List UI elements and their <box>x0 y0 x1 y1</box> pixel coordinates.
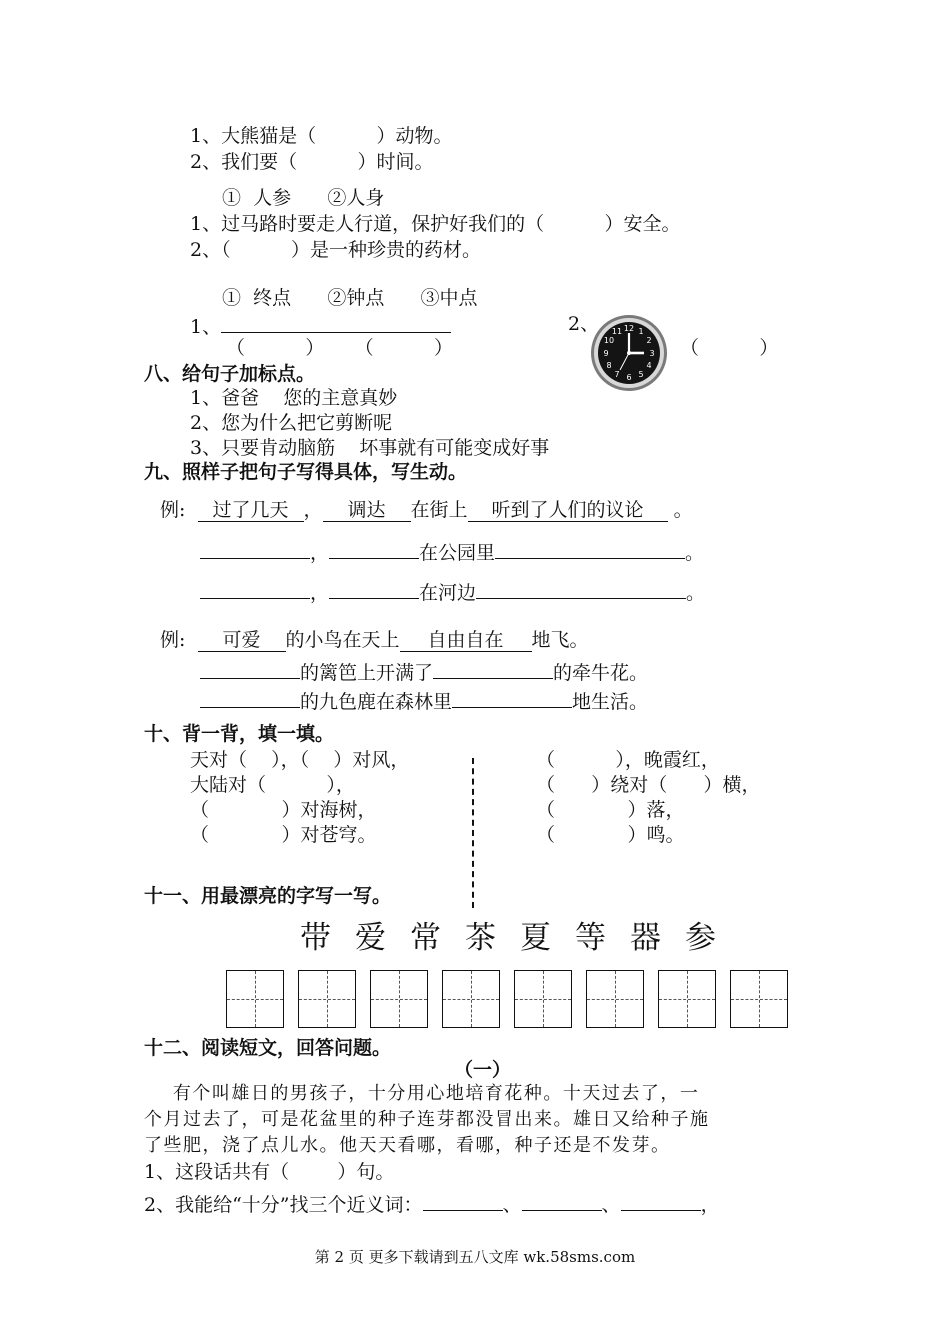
svg-text:2: 2 <box>646 336 652 345</box>
blank[interactable] <box>200 658 300 679</box>
comma: ， <box>310 542 330 564</box>
q7-g3-options: ① 终点 ②钟点 ③中点 <box>222 287 478 309</box>
q10-right-3: （ ）落， <box>536 799 685 821</box>
q8-line1: 1、爸爸 您的主意真妙 <box>190 387 398 409</box>
svg-text:5: 5 <box>638 370 644 379</box>
q10-right-1: （ ），晚霞红， <box>536 749 720 771</box>
q10-title: 十、背一背，填一填。 <box>144 723 335 745</box>
q7-g2-options: ① 人参 ②人身 <box>222 187 385 209</box>
q7-g1-line1: 1、大熊猫是（ ）动物。 <box>190 125 453 147</box>
blank[interactable] <box>200 578 310 599</box>
q10-left-4: （ ）对苍穹。 <box>190 824 377 846</box>
blank[interactable] <box>423 1190 503 1211</box>
period: 。 <box>673 499 693 521</box>
svg-text:3: 3 <box>649 349 655 358</box>
q9-row2 <box>200 578 705 605</box>
q7-g3-blank[interactable] <box>221 312 451 333</box>
q10-left-2: 大陆对（ ）， <box>190 774 355 796</box>
q7-g3-num2: 2、 <box>568 313 600 335</box>
ex2-mid: 的小鸟在天上 <box>285 629 400 651</box>
ex1-what: 听到了人们的议论 <box>468 499 668 522</box>
separator: 、 <box>502 1194 522 1216</box>
blank[interactable] <box>452 687 572 708</box>
ex1-who: 调达 <box>323 499 411 522</box>
writing-grid[interactable] <box>730 970 788 1028</box>
ex1-time: 过了几天 <box>198 499 304 522</box>
blank[interactable] <box>329 578 419 599</box>
q12-question1: 1、这段话共有（ ）句。 <box>144 1161 395 1183</box>
writing-grid[interactable] <box>514 970 572 1028</box>
q12-title: 十二、阅读短文，回答问题。 <box>144 1037 392 1059</box>
svg-text:7: 7 <box>614 370 620 379</box>
svg-text:10: 10 <box>603 336 615 345</box>
clock-icon <box>590 314 668 392</box>
q12-question2 <box>144 1190 720 1217</box>
page-footer: 第 2 页 更多下载请到五八文库 wk.58sms.com <box>314 1248 636 1266</box>
ex2-adv: 自由自在 <box>400 629 532 652</box>
q7-g3-paren2: （ ） <box>680 337 779 359</box>
period: 。 <box>685 542 705 564</box>
passage-line3: 了些肥，浇了点儿水。他天天看哪，看哪，种子还是不发芽。 <box>144 1135 671 1156</box>
ex2-adj: 可爱 <box>198 629 286 652</box>
q7-g2-line2: 2、（ ）是一种珍贵的药材。 <box>190 239 481 261</box>
example-label: 例: <box>160 499 186 521</box>
q9-title: 九、照样子把句子写得具体，写生动。 <box>144 461 468 483</box>
row4-end: 地生活。 <box>572 691 649 713</box>
svg-text:8: 8 <box>606 361 612 370</box>
q9-row1 <box>200 538 704 565</box>
blank[interactable] <box>329 538 419 559</box>
row3-mid: 的篱笆上开满了 <box>300 662 434 684</box>
blank[interactable] <box>621 1190 701 1211</box>
q10-left-1: 天对（ ），（ ）对风， <box>190 749 410 771</box>
row3-end: 的牵牛花。 <box>553 662 649 684</box>
passage-line2: 个月过去了，可是花盆里的种子连芽都没冒出来。雄日又给种子施 <box>144 1109 710 1130</box>
q7-g3-line1 <box>190 312 451 339</box>
column-divider <box>472 758 474 908</box>
comma: ， <box>310 582 330 604</box>
q10-right-4: （ ）鸣。 <box>536 824 685 846</box>
passage-line1: 有个叫雄日的男孩子，十分用心地培育花种。十天过去了，一 <box>144 1083 700 1104</box>
blank[interactable] <box>495 538 685 559</box>
blank[interactable] <box>476 578 686 599</box>
q7-g1-line2: 2、我们要（ ）时间。 <box>190 151 434 173</box>
row4-mid: 的九色鹿在森林里 <box>300 691 453 713</box>
q7-g3-num1: 1、 <box>190 316 222 338</box>
separator: 、 <box>601 1194 621 1216</box>
example-label: 例: <box>160 629 186 651</box>
q8-line3: 3、只要肯动脑筋 坏事就有可能变成好事 <box>190 437 550 459</box>
ex2-end: 地飞。 <box>531 629 589 651</box>
svg-text:6: 6 <box>626 373 632 382</box>
blank[interactable] <box>200 538 310 559</box>
q9-example1 <box>160 498 693 522</box>
svg-text:4: 4 <box>646 361 652 370</box>
q11-title: 十一、用最漂亮的字写一写。 <box>144 885 392 907</box>
q7-g2-line1: 1、过马路时要走人行道，保护好我们的（ ）安全。 <box>190 213 681 235</box>
writing-grid[interactable] <box>658 970 716 1028</box>
q9-row3 <box>200 658 648 685</box>
svg-text:1: 1 <box>638 327 644 336</box>
comma: ， <box>303 499 323 521</box>
blank[interactable] <box>522 1190 602 1211</box>
row2-where: 在河边 <box>419 582 477 604</box>
ex1-where: 在街上 <box>410 499 468 521</box>
q2-text: 2、我能给“十分”找三个近义词： <box>144 1194 423 1216</box>
q9-row4 <box>200 687 648 714</box>
blank[interactable] <box>433 658 553 679</box>
row1-where: 在公园里 <box>419 542 496 564</box>
writing-grid[interactable] <box>298 970 356 1028</box>
writing-grid[interactable] <box>442 970 500 1028</box>
svg-text:9: 9 <box>603 349 609 358</box>
blank[interactable] <box>200 687 300 708</box>
q10-left-3: （ ）对海树， <box>190 799 377 821</box>
q8-title: 八、给句子加标点。 <box>144 363 316 385</box>
q10-right-2: （ ）绕对（ ）横， <box>536 774 761 796</box>
end-mark: ， <box>700 1194 720 1216</box>
writing-grid[interactable] <box>370 970 428 1028</box>
q12-subtitle: （一） <box>454 1059 512 1081</box>
q11-characters: 带爱常茶夏等器参 <box>300 920 740 956</box>
q7-g3-parens1: （ ） （ ） <box>226 337 453 359</box>
period: 。 <box>686 582 706 604</box>
q9-example2 <box>160 628 589 652</box>
svg-text:12: 12 <box>623 324 635 333</box>
writing-grid[interactable] <box>586 970 644 1028</box>
svg-text:11: 11 <box>611 327 623 336</box>
writing-grid[interactable] <box>226 970 284 1028</box>
q8-line2: 2、您为什么把它剪断呢 <box>190 412 393 434</box>
